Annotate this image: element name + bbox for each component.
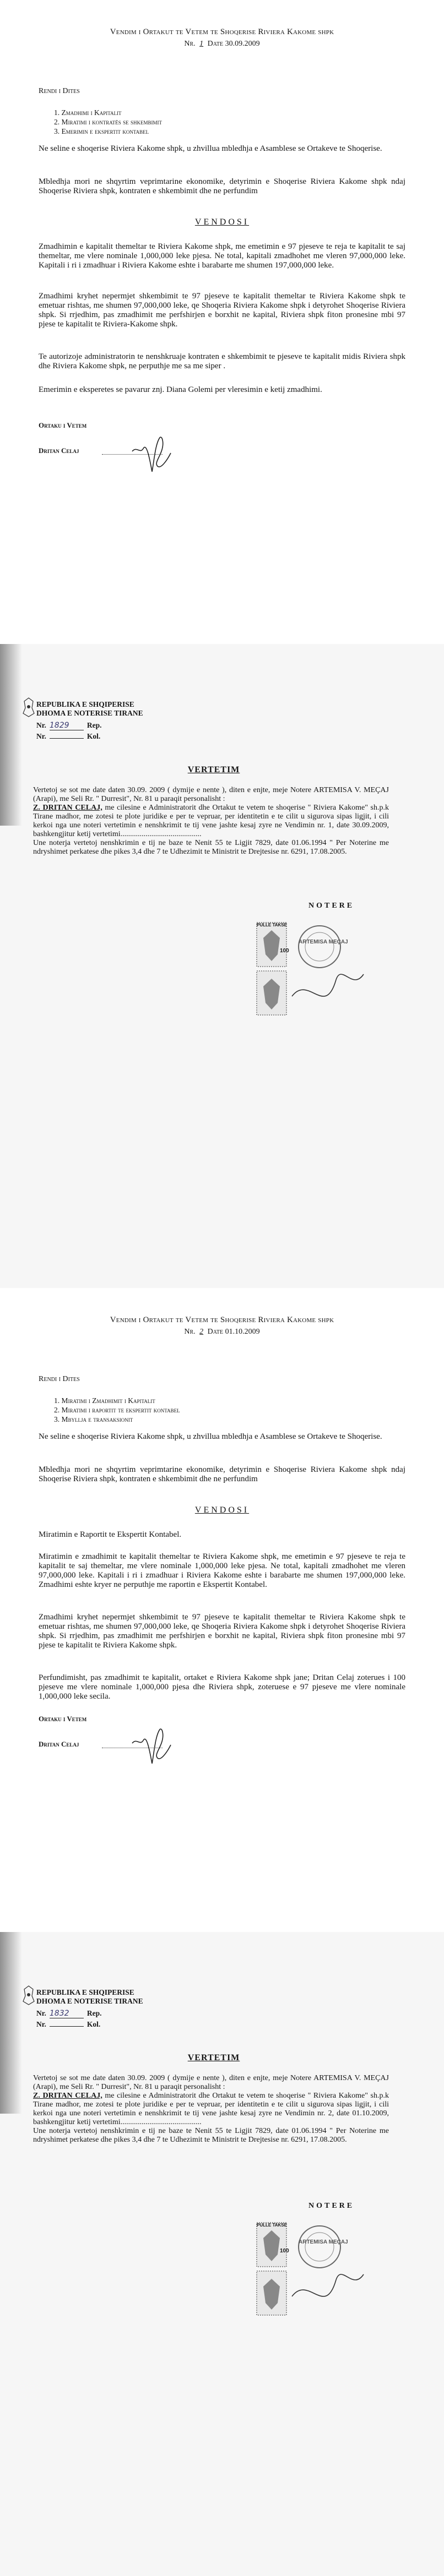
registry-kol-line: [36, 2020, 100, 2029]
cert-intro: Vertetoj se sot me date daten 30.09. 2009 ( dymije e nente ), diten e enjte, meje Notere ARTEMISA V. MEÇAJ (Arapi), me Seli Rr. " Durresit", Nr. 81 u paraqit personalisht :: [33, 2074, 389, 2091]
notary-seal: [299, 2226, 340, 2268]
notary-signature: [292, 974, 364, 996]
emblem-icon: [22, 1985, 35, 2006]
certification-title: VERTETIM: [187, 765, 240, 774]
cert-person-name: Z. DRITAN CELAJ,: [33, 804, 102, 812]
cert-legal-basis: Une noterja vertetoj nenshkrimin e tij ne baze te Nenit 55 te Ligjit 7829, date 01.06.1994 " Per Noterine me ndryshimet perkatese dhe pikes 3,4 dhe 7 te Udhezimit te Ministrit te Drejtesise nr. 6291, 17.08.2005.: [33, 2127, 389, 2144]
seal-text: ARTEMISA MEÇAJ: [299, 2239, 348, 2245]
registry-rep-line: [36, 2009, 102, 2018]
signature-mark: [121, 421, 182, 482]
registry-rep-line: [36, 721, 102, 730]
kol-field: [50, 738, 84, 739]
cert-details: me cilesine e Administratorit dhe Ortakut te vetem te shoqerise " Riviera Kakome" sh.p.k Tirane madhor, me zotesi te plote juridike e per te vepruar, per identitetin e te cilit u sigurova sipas ligjit, i cili kerkoi nga une noteri vertetimin e nenshkrimit te tij vene jashte kesaj zyre ne Vendimin nr. 1, date 30.09.2009, bashkengjitur ketij vertetimi..........................................: [33, 804, 389, 838]
certification-page-1: [0, 644, 444, 1288]
paragraph: Ne seline e shoqerise Riviera Kakome shpk, u zhvillua mbledhja e Asamblese se Ortakeve te Shoqerise.: [39, 144, 382, 153]
kol-suffix: Kol.: [86, 2020, 101, 2028]
decision-nr-value: 1: [199, 40, 204, 48]
agenda-item: 1. Zmadhimi i Kapitalit: [54, 108, 122, 117]
scan-shadow: [0, 644, 22, 826]
kol-field: [50, 2026, 84, 2027]
registry-header-line: REPUBLIKA E SHQIPERISE: [36, 700, 134, 708]
paragraph: Zmadhimi kryhet nepermjet shkembimit te 97 pjeseve te kapitalit themeltar te Riviera Kakome shpk te emetuar rishtas, me shumen 97,000,000 leke, qe Shoqeria Riviera Kakome shpk i detyrohet Shoqerise Riviera shpk. Si rrjedhim, pas zmadhimit me perfshirjen e borxhit ne kapital, Riviera shpk fiton pronesine mbi 97 pjese te kapitalit te Riviera Kakome shpk.: [39, 1613, 405, 1650]
registry-header: [36, 1988, 143, 2006]
certification-text: [33, 786, 389, 856]
kol-label: Nr.: [36, 732, 46, 740]
agenda-title: Rendi i Dites: [39, 1375, 80, 1383]
registry-header: [36, 700, 143, 718]
signatory-name: Dritan Celaj: [39, 1740, 79, 1748]
tax-stamp-and-seal: [253, 2214, 369, 2346]
rep-field: [50, 2009, 84, 2018]
agenda-item: 1. Miratimi i Zmadhimit i Kapitalit: [54, 1396, 155, 1405]
paragraph: Miratimin e zmadhimit te kapitalit themeltar te Riviera Kakome shpk, me emetimin e 97 pjeseve te reja te kapitalit te saj themeltar, me vlere nominale 1,000,000 leke pjesa. Ne total, kapitali zmadhohet me vleren 97,000,000 leke. Kapitali i ri i zmadhuar i Riviera Kakome eshte i barabarte me shumen 197,000,000 leke. Zmadhimi eshte kryer ne perputhje me raportin e Ekspertit Kontabel.: [39, 1552, 405, 1589]
paragraph: Te autorizoje administratorin te nenshkruaje kontraten e shkembimit te pjeseve te kapitalit midis Riviera shpk dhe Riviera Kakome shpk, ne perputhje me sa me siper .: [39, 352, 405, 370]
rep-suffix: Rep.: [86, 721, 102, 729]
rep-label: Nr.: [36, 721, 46, 729]
agenda-item: 3. Emerimin e ekspertit kontabel: [54, 127, 149, 135]
notary-label: NOTERE: [308, 902, 355, 910]
paragraph: Emerimin e eksperetes se pavarur znj. Diana Golemi per vleresimin e ketij zmadhimi.: [39, 385, 322, 394]
cert-person-name: Z. DRITAN CELAJ,: [33, 2092, 102, 2100]
decision-number-date: [22, 40, 422, 48]
agenda-item: 2. Miratimi i raportit te ekspertit kontabel: [54, 1406, 180, 1414]
decision-page-1: [0, 0, 444, 644]
decision-page-2: [0, 1288, 444, 1932]
seal-text: ARTEMISA MEÇAJ: [299, 939, 348, 945]
tax-stamp: [257, 2223, 286, 2267]
decision-date: Date 01.10.2009: [207, 1328, 260, 1336]
agenda-item: 2. Miratimi i kontratës se shkembimit: [54, 118, 163, 126]
emblem-icon: [22, 697, 35, 718]
paragraph: Ne seline e shoqerise Riviera Kakome shpk, u zhvillua mbledhja e Asamblese se Ortakeve te Shoqerise.: [39, 1432, 382, 1441]
notary-seal-inner: [305, 2233, 334, 2261]
certification-text: [33, 2074, 389, 2144]
cert-intro: Vertetoj se sot me date daten 30.09. 2009 ( dymije e nente ), diten e enjte, meje Notere ARTEMISA V. MEÇAJ (Arapi), me Seli Rr. " Durresit", Nr. 81 u paraqit personalisht :: [33, 786, 389, 803]
stamp-label: PULLE TAKSE: [257, 2223, 287, 2228]
decision-heading: VENDOSI: [194, 217, 250, 227]
rep-value: 1832: [49, 2009, 69, 2018]
decision-date: Date 30.09.2009: [207, 40, 260, 48]
rep-value: 1829: [49, 721, 69, 730]
agenda-title: Rendi i Dites: [39, 87, 80, 95]
paragraph: Mbledhja mori ne shqyrtim veprimtarine ekonomike, detyrimin e Shoqerise Riviera Kakome shpk ndaj Shoqerise Riviera shpk, kontraten e shkembimit dhe ne perfundim: [39, 177, 405, 195]
rep-label: Nr.: [36, 2009, 46, 2017]
rep-suffix: Rep.: [86, 2009, 102, 2017]
paragraph: Mbledhja mori ne shqyrtim veprimtarine ekonomike, detyrimin e Shoqerise Riviera Kakome shpk ndaj Shoqerise Riviera shpk, kontraten e shkembimit dhe ne perfundim: [39, 1465, 405, 1483]
notary-seal: [299, 926, 340, 968]
decision-number-date: [22, 1328, 422, 1336]
paragraph: Zmadhimin e kapitalit themeltar te Riviera Kakome shpk, me emetimin e 97 pjeseve te reja te kapitalit te saj themeltar, me vlere nominale 1,000,000 leke pjesa. Ne total, kapitali zmadhohet me vleren 97,000,000 leke. Kapitali i ri i zmadhuar i Riviera Kakome eshte i barabarte me shumen 197,000,000 leke.: [39, 242, 405, 270]
rep-field: [50, 721, 84, 730]
stamp-value: 100: [280, 2248, 289, 2254]
kol-label: Nr.: [36, 2020, 46, 2028]
notary-signature: [292, 2274, 364, 2296]
cert-legal-basis: Une noterja vertetoj nenshkrimin e tij ne baze te Nenit 55 te Ligjit 7829, date 01.06.1994 " Per Noterine me ndryshimet perkatese dhe pikes 3,4 dhe 7 te Udhezimit te Ministrit te Drejtesise nr. 6291, 17.08.2005.: [33, 839, 389, 856]
registry-kol-line: [36, 732, 100, 741]
stamp-label: PULLE TAKSE: [257, 923, 287, 927]
paragraph: Miratimin e Raportit te Ekspertit Kontabel.: [39, 1530, 182, 1539]
agenda-item: 3. Mbyllja e transaksionit: [54, 1415, 133, 1423]
decision-nr-value: 2: [199, 1328, 204, 1336]
registry-header-line: DHOMA E NOTERISE TIRANE: [36, 1997, 143, 2005]
registry-header-line: DHOMA E NOTERISE TIRANE: [36, 709, 143, 717]
tax-stamp: [257, 2271, 286, 2315]
signatory-role: Ortaku i Vetem: [39, 1715, 87, 1723]
signature-mark: [121, 1713, 182, 1773]
kol-suffix: Kol.: [86, 732, 101, 740]
tax-stamp: [257, 923, 286, 967]
stamp-value: 100: [280, 948, 289, 954]
certification-title: VERTETIM: [187, 2053, 240, 2062]
decision-nr-label: Nr.: [184, 1328, 196, 1336]
tax-stamp-and-seal: [253, 914, 369, 1046]
signatory-name: Dritan Celaj: [39, 446, 79, 455]
tax-stamp: [257, 971, 286, 1015]
registry-header-line: REPUBLIKA E SHQIPERISE: [36, 1988, 134, 1996]
agenda-list: [54, 108, 162, 136]
notary-seal-inner: [305, 932, 334, 961]
certification-page-2: [0, 1932, 444, 2576]
decision-title: Vendim i Ortakut te Vetem te Shoqerise Riviera Kakome shpk: [110, 1316, 334, 1324]
scan-shadow: [0, 1932, 22, 2114]
decision-nr-label: Nr.: [184, 40, 196, 48]
decision-title: Vendim i Ortakut te Vetem te Shoqerise Riviera Kakome shpk: [110, 28, 334, 36]
agenda-list: [54, 1396, 180, 1424]
decision-heading: VENDOSI: [194, 1505, 250, 1515]
paragraph: Perfundimisht, pas zmadhimit te kapitalit, ortaket e Riviera Kakome shpk jane; Dritan Celaj zoterues i 100 pjeseve me vlere nominale 1,000,000 pjesa dhe Riviera shpk, zoteruese e 97 pjeseve me vlere nominale 1,000,000 leke secila.: [39, 1673, 405, 1701]
notary-label: NOTERE: [308, 2202, 355, 2210]
cert-details: me cilesine e Administratorit dhe Ortakut te vetem te shoqerise " Riviera Kakome" sh.p.k Tirane madhor, me zotesi te plote juridike e per te vepruar, per identitetin e te cilit u sigurova sipas ligjit, i cili kerkoi nga une noteri vertetimin e nenshkrimit te tij vene jashte kesaj zyre ne Vendimin nr. 2, date 01.10.2009, bashkengjitur ketij vertetimi..........................................: [33, 2092, 389, 2126]
paragraph: Zmadhimi kryhet nepermjet shkembimit te 97 pjeseve te kapitalit themeltar te Riviera Kakome shpk te emetuar rishtas, me shumen 97,000,000 leke, qe Shoqeria Riviera Kakome shpk i detyrohet Shoqerise Riviera shpk. Si rrjedhim, pas zmadhimit me perfshirjen e borxhit ne kapital, Riviera shpk fiton pronesine mbi 97 pjese te kapitalit te Riviera-Kakome shpk.: [39, 292, 405, 329]
signatory-role: Ortaku i Vetem: [39, 421, 87, 429]
